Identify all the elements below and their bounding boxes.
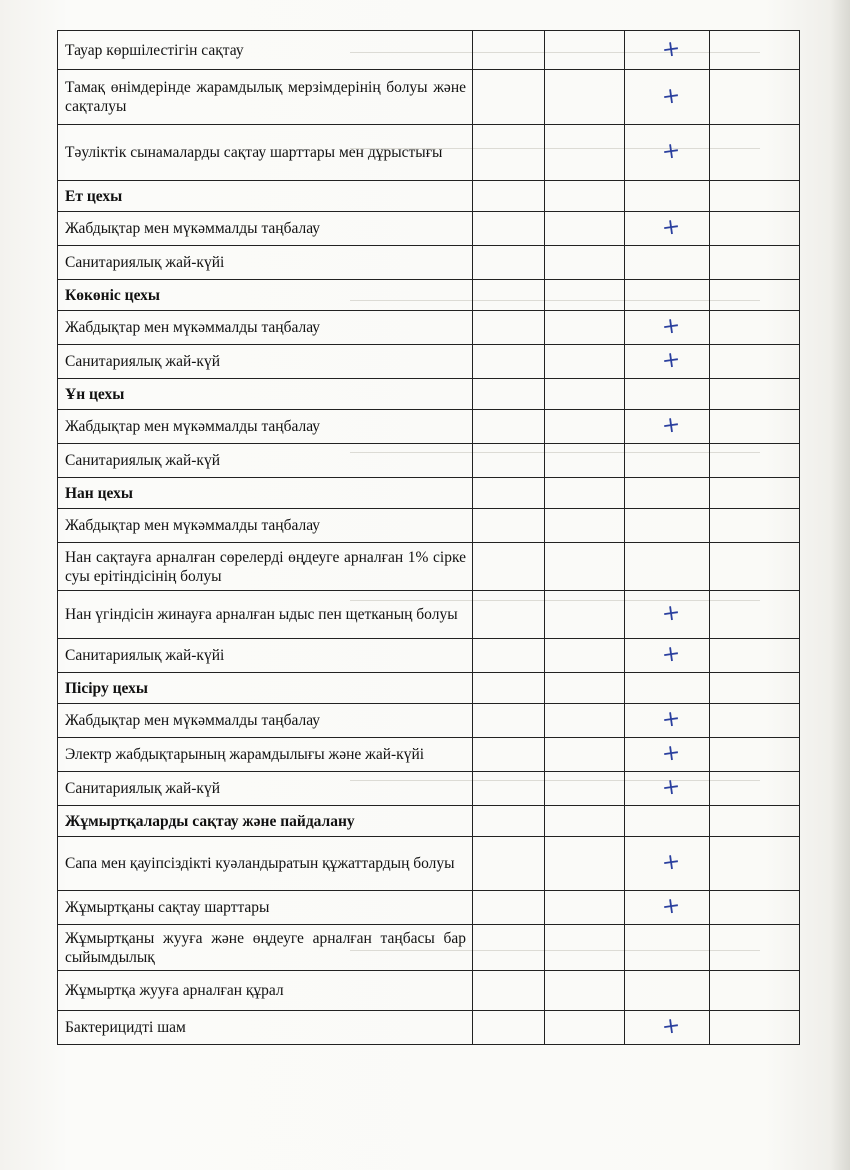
handwritten-plus-mark: +: [660, 892, 683, 921]
check-cell-3: [625, 345, 710, 379]
handwritten-plus-mark: +: [660, 773, 683, 802]
check-cell-2: [545, 246, 625, 280]
requirement-text: Сапа мен қауіпсіздікті куәландыратын құжаттардың болуы: [58, 837, 473, 891]
check-cell-3: [625, 509, 710, 543]
checklist-row: [58, 639, 800, 673]
check-cell-1: [473, 246, 545, 280]
check-cell-3: [625, 444, 710, 478]
requirement-text: Санитариялық жай-күйі: [58, 246, 473, 280]
checklist-row: [58, 444, 800, 478]
check-cell-3: [625, 639, 710, 673]
check-cell-4: [710, 772, 800, 806]
checklist-row: [58, 837, 800, 891]
check-cell-1: [473, 543, 545, 591]
handwritten-plus-mark: +: [660, 346, 683, 375]
check-cell-4: [710, 543, 800, 591]
check-cell-1: [473, 311, 545, 345]
handwritten-plus-mark: +: [660, 82, 683, 110]
check-cell-3: [625, 591, 710, 639]
check-cell-2: [545, 410, 625, 444]
check-cell-4: [710, 31, 800, 70]
handwritten-plus-mark: +: [660, 411, 683, 440]
check-cell-3: [625, 125, 710, 181]
check-cell-4: [710, 70, 800, 125]
check-cell-1: [473, 971, 545, 1011]
check-cell-2: [545, 31, 625, 70]
checklist-row: [58, 591, 800, 639]
check-cell-4: [710, 806, 800, 837]
section-title: Көкөніс цехы: [58, 280, 473, 311]
check-cell-1: [473, 181, 545, 212]
section-title: Нан цехы: [58, 478, 473, 509]
check-cell-3: [625, 1011, 710, 1045]
requirement-text: Нан үгіндісін жинауға арналған ыдыс пен щетканың болуы: [58, 591, 473, 639]
check-cell-1: [473, 738, 545, 772]
check-cell-2: [545, 1011, 625, 1045]
checklist-row: [58, 345, 800, 379]
checklist-row: [58, 772, 800, 806]
check-cell-4: [710, 1011, 800, 1045]
check-cell-4: [710, 125, 800, 181]
section-heading-row: [58, 181, 800, 212]
check-cell-1: [473, 704, 545, 738]
checklist-row: [58, 410, 800, 444]
check-cell-1: [473, 444, 545, 478]
check-cell-3: [625, 837, 710, 891]
check-cell-1: [473, 806, 545, 837]
check-cell-4: [710, 971, 800, 1011]
check-cell-1: [473, 410, 545, 444]
check-cell-3: [625, 543, 710, 591]
check-cell-1: [473, 891, 545, 925]
requirement-text: Санитариялық жай-күйі: [58, 639, 473, 673]
requirement-text: Жұмыртқаны сақтау шарттары: [58, 891, 473, 925]
requirement-text: Нан сақтауға арналған сөрелерді өңдеуге арналған 1% сірке суы ерітіндісінің болуы: [58, 543, 473, 591]
check-cell-1: [473, 212, 545, 246]
requirement-text: Бактерицидті шам: [58, 1011, 473, 1045]
checklist-row: [58, 212, 800, 246]
check-cell-3: [625, 806, 710, 837]
check-cell-1: [473, 1011, 545, 1045]
check-cell-3: [625, 478, 710, 509]
check-cell-2: [545, 444, 625, 478]
check-cell-3: [625, 280, 710, 311]
requirement-text: Жабдықтар мен мүкәммалды таңбалау: [58, 410, 473, 444]
check-cell-2: [545, 673, 625, 704]
check-cell-2: [545, 591, 625, 639]
check-cell-1: [473, 925, 545, 971]
check-cell-3: [625, 379, 710, 410]
check-cell-3: [625, 212, 710, 246]
check-cell-2: [545, 806, 625, 837]
check-cell-2: [545, 971, 625, 1011]
check-cell-1: [473, 31, 545, 70]
check-cell-3: [625, 704, 710, 738]
check-cell-1: [473, 639, 545, 673]
check-cell-3: [625, 311, 710, 345]
check-cell-2: [545, 125, 625, 181]
check-cell-4: [710, 280, 800, 311]
check-cell-3: [625, 70, 710, 125]
check-cell-4: [710, 837, 800, 891]
requirement-text: Тауар көршілестігін сақтау: [58, 31, 473, 70]
requirement-text: Тәуліктік сынамаларды сақтау шарттары мен дұрыстығы: [58, 125, 473, 181]
check-cell-1: [473, 837, 545, 891]
handwritten-plus-mark: +: [660, 35, 683, 63]
check-cell-4: [710, 509, 800, 543]
checklist-row: [58, 925, 800, 971]
check-cell-1: [473, 772, 545, 806]
requirement-text: Жабдықтар мен мүкәммалды таңбалау: [58, 212, 473, 246]
check-cell-2: [545, 704, 625, 738]
check-cell-4: [710, 639, 800, 673]
checklist-row: [58, 31, 800, 70]
check-cell-2: [545, 543, 625, 591]
requirement-text: Электр жабдықтарының жарамдылығы және жай-күйі: [58, 738, 473, 772]
check-cell-1: [473, 345, 545, 379]
requirement-text: Жабдықтар мен мүкәммалды таңбалау: [58, 704, 473, 738]
check-cell-4: [710, 345, 800, 379]
check-cell-4: [710, 591, 800, 639]
check-cell-2: [545, 772, 625, 806]
checklist-row: [58, 311, 800, 345]
check-cell-2: [545, 379, 625, 410]
check-cell-1: [473, 673, 545, 704]
check-cell-3: [625, 925, 710, 971]
handwritten-plus-mark: +: [660, 848, 683, 877]
requirement-text: Санитариялық жай-күй: [58, 345, 473, 379]
check-cell-1: [473, 280, 545, 311]
check-cell-2: [545, 738, 625, 772]
check-cell-3: [625, 891, 710, 925]
check-cell-4: [710, 891, 800, 925]
check-cell-2: [545, 891, 625, 925]
check-cell-4: [710, 478, 800, 509]
check-cell-2: [545, 311, 625, 345]
section-title: Пісіру цехы: [58, 673, 473, 704]
checklist-row: [58, 704, 800, 738]
checklist-row: [58, 1011, 800, 1045]
check-cell-2: [545, 925, 625, 971]
page-edge-shadow: [830, 0, 850, 1170]
check-cell-1: [473, 591, 545, 639]
checklist-row: [58, 125, 800, 181]
handwritten-plus-mark: +: [660, 599, 683, 628]
section-heading-row: [58, 478, 800, 509]
check-cell-1: [473, 478, 545, 509]
inspection-checklist-table: [57, 30, 800, 1045]
checklist-row: [58, 543, 800, 591]
requirement-text: Жабдықтар мен мүкәммалды таңбалау: [58, 509, 473, 543]
requirement-text: Жұмыртқа жууға арналған құрал: [58, 971, 473, 1011]
section-heading-row: [58, 280, 800, 311]
check-cell-4: [710, 379, 800, 410]
section-heading-row: [58, 379, 800, 410]
check-cell-2: [545, 478, 625, 509]
check-cell-4: [710, 738, 800, 772]
checklist-row: [58, 246, 800, 280]
requirement-text: Жабдықтар мен мүкәммалды таңбалау: [58, 311, 473, 345]
handwritten-plus-mark: +: [660, 312, 683, 341]
check-cell-4: [710, 704, 800, 738]
checklist-row: [58, 891, 800, 925]
check-cell-3: [625, 772, 710, 806]
check-cell-4: [710, 410, 800, 444]
section-heading-row: [58, 673, 800, 704]
check-cell-2: [545, 837, 625, 891]
check-cell-2: [545, 639, 625, 673]
handwritten-plus-mark: +: [660, 640, 683, 669]
section-heading-row: [58, 806, 800, 837]
section-title: Ет цехы: [58, 181, 473, 212]
checklist-row: [58, 509, 800, 543]
check-cell-4: [710, 246, 800, 280]
check-cell-2: [545, 345, 625, 379]
checklist-row: [58, 70, 800, 125]
check-cell-1: [473, 125, 545, 181]
requirement-text: Тамақ өнімдерінде жарамдылық мерзімдерінің болуы және сақталуы: [58, 70, 473, 125]
check-cell-2: [545, 509, 625, 543]
check-cell-3: [625, 971, 710, 1011]
handwritten-plus-mark: +: [660, 705, 683, 734]
section-title: Жұмыртқаларды сақтау және пайдалану: [58, 806, 473, 837]
check-cell-4: [710, 925, 800, 971]
handwritten-plus-mark: +: [660, 739, 683, 768]
check-cell-4: [710, 311, 800, 345]
check-cell-2: [545, 212, 625, 246]
section-title: Ұн цехы: [58, 379, 473, 410]
handwritten-plus-mark: +: [660, 137, 683, 166]
check-cell-3: [625, 31, 710, 70]
check-cell-4: [710, 673, 800, 704]
check-cell-2: [545, 70, 625, 125]
check-cell-3: [625, 410, 710, 444]
check-cell-4: [710, 444, 800, 478]
handwritten-plus-mark: +: [660, 213, 683, 242]
check-cell-1: [473, 70, 545, 125]
check-cell-3: [625, 181, 710, 212]
requirement-text: Санитариялық жай-күй: [58, 444, 473, 478]
check-cell-4: [710, 212, 800, 246]
handwritten-plus-mark: +: [660, 1012, 683, 1041]
check-cell-2: [545, 280, 625, 311]
check-cell-1: [473, 379, 545, 410]
check-cell-1: [473, 509, 545, 543]
checklist-row: [58, 971, 800, 1011]
check-cell-3: [625, 738, 710, 772]
check-cell-3: [625, 673, 710, 704]
requirement-text: Жұмыртқаны жууға және өңдеуге арналған таңбасы бар сыйымдылық: [58, 925, 473, 971]
checklist-row: [58, 738, 800, 772]
requirement-text: Санитариялық жай-күй: [58, 772, 473, 806]
check-cell-3: [625, 246, 710, 280]
check-cell-4: [710, 181, 800, 212]
check-cell-2: [545, 181, 625, 212]
